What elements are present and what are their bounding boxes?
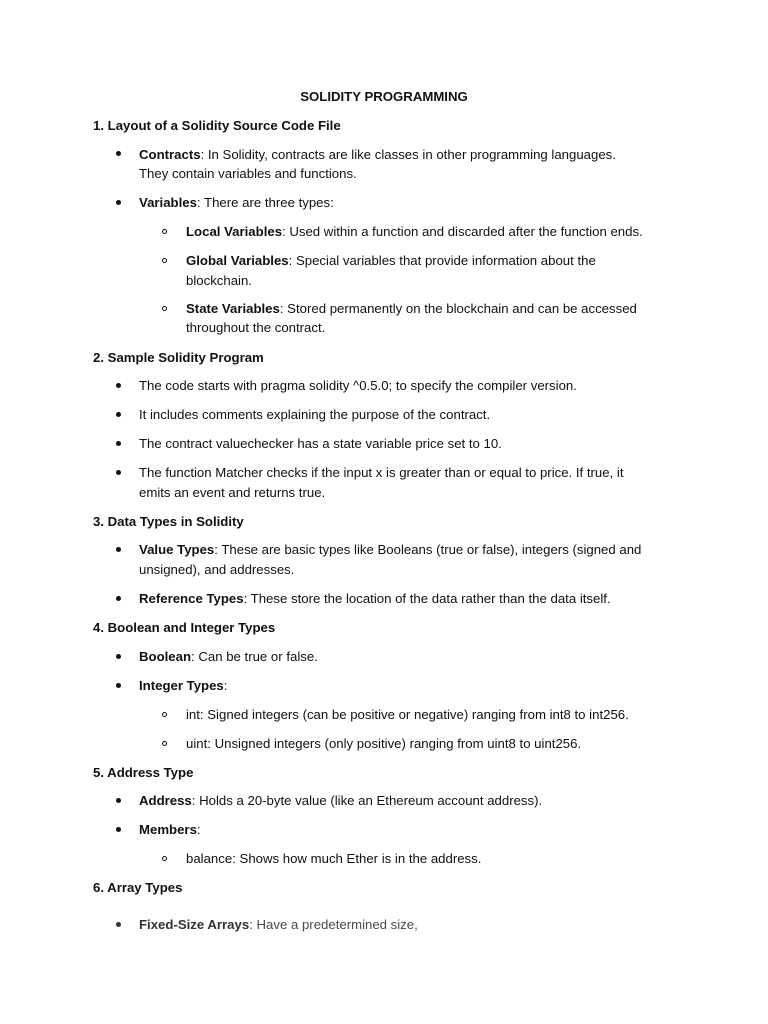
list-item [139,820,201,839]
hollow-bullet-icon [162,712,167,717]
bullet-icon [116,798,121,803]
sub-list-item [186,299,637,318]
bullet-icon [116,683,121,688]
list-item [139,791,542,810]
list-item-term: Variables [139,195,197,210]
list-item-text: : Have a predetermined size, [249,917,418,932]
list-item-term: Fixed-Size Arrays [139,917,250,932]
section-heading: 3. Data Types in Solidity [93,514,244,529]
sub-list-item-text: : Stored permanently on the blockchain and can be accessed [279,301,637,316]
section-heading: 1. Layout of a Solidity Source Code File [93,118,341,133]
sub-list-item-continuation: throughout the contract. [186,320,326,335]
hollow-bullet-icon [162,229,167,234]
bullet-icon [116,827,121,832]
sub-list-item-text: : Special variables that provide information about the [288,253,596,268]
list-item-text: : Can be true or false. [191,649,318,664]
sub-list-item-continuation: blockchain. [186,273,252,288]
list-item-text: : [196,822,201,837]
section-heading: 2. Sample Solidity Program [93,350,264,365]
list-item-text: : There are three types: [196,195,334,210]
list-item-term: Address [139,793,192,808]
list-item [139,540,641,559]
bullet-icon [116,200,121,205]
list-item-term: Contracts [139,147,201,162]
hollow-bullet-icon [162,258,167,263]
hollow-bullet-icon [162,306,167,311]
list-item [139,915,418,934]
bullet-icon [116,596,121,601]
bullet-icon [116,547,121,552]
list-item [139,589,611,608]
sub-list-item: uint: Unsigned integers (only positive) ranging from uint8 to uint256. [186,736,582,751]
list-item-text: : [223,678,228,693]
list-item: The code starts with pragma solidity ^0.5.0; to specify the compiler version. [139,378,577,393]
sub-list-item: int: Signed integers (can be positive or negative) ranging from int8 to int256. [186,707,629,722]
document-title: SOLIDITY PROGRAMMING [300,89,468,104]
sub-list-item-term: Global Variables [186,253,289,268]
bullet-icon [116,151,121,156]
list-item-text: : These are basic types like Booleans (true or false), integers (signed and [214,542,642,557]
list-item: It includes comments explaining the purpose of the contract. [139,407,491,422]
list-item-term: Integer Types [139,678,224,693]
list-item-term: Boolean [139,649,192,664]
list-item: The contract valuechecker has a state variable price set to 10. [139,436,502,451]
list-item-text: : In Solidity, contracts are like classes in other programming languages. [200,147,616,162]
sub-list-item-term: Local Variables [186,224,283,239]
list-item [139,193,334,212]
sub-list-item: balance: Shows how much Ether is in the address. [186,851,482,866]
bullet-icon [116,412,121,417]
hollow-bullet-icon [162,856,167,861]
sub-list-item-text: : Used within a function and discarded after the function ends. [282,224,643,239]
bullet-icon [116,470,121,475]
bullet-icon [116,922,121,927]
list-item [139,145,616,164]
sub-list-item [186,251,596,270]
hollow-bullet-icon [162,741,167,746]
sub-list-item [186,222,643,241]
list-item-continuation: unsigned), and addresses. [139,562,295,577]
sub-list-item-term: State Variables [186,301,280,316]
list-item: The function Matcher checks if the input x is greater than or equal to price. If true, it [139,465,624,480]
list-item-term: Members [139,822,197,837]
list-item-term: Reference Types [139,591,244,606]
bullet-icon [116,383,121,388]
bullet-icon [116,441,121,446]
list-item [139,676,227,695]
bullet-icon [116,654,121,659]
section-heading: 5. Address Type [93,765,194,780]
list-item-term: Value Types [139,542,215,557]
list-item [139,647,318,666]
list-item-text: : Holds a 20-byte value (like an Ethereum account address). [191,793,543,808]
section-heading: 6. Array Types [93,880,183,895]
list-item-continuation: emits an event and returns true. [139,485,326,500]
section-heading: 4. Boolean and Integer Types [93,620,276,635]
list-item-continuation: They contain variables and functions. [139,166,357,181]
list-item-text: : These store the location of the data rather than the data itself. [243,591,611,606]
